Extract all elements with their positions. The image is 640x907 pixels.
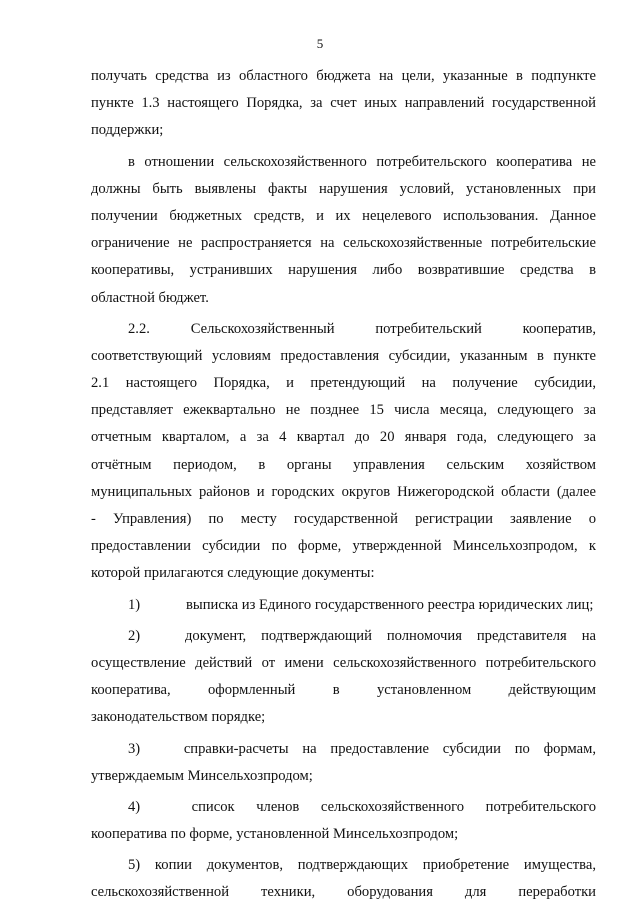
text-line: документ, подтверждающий полномочия представителя на <box>184 627 596 644</box>
list-item-2 <box>91 623 596 732</box>
text-line: отчётным периодом, в органы управления сельским хозяйством <box>91 456 596 473</box>
list-item-4 <box>91 794 596 848</box>
text-line: утверждаемым Минсельхозпродом; <box>91 767 313 784</box>
list-item-number: 2) <box>128 627 141 644</box>
text-line: копии документов, подтверждающих приобретение имущества, <box>154 857 596 874</box>
text-line: областной бюджет. <box>91 289 209 306</box>
text-line: предоставлении субсидии по форме, утвержденной Минсельхозпродом, к <box>91 538 596 555</box>
paragraph-2-2 <box>91 316 596 588</box>
list-item-3 <box>91 736 596 790</box>
text-line: список членов сельскохозяйственного потребительского <box>191 798 596 815</box>
text-line: получать средства из областного бюджета на цели, указанные в подпункте <box>91 68 596 84</box>
text-line: 2.2. Сельскохозяйственный потребительский кооператив, <box>128 320 596 337</box>
text-line: - Управления) по месту государственной регистрации заявление о <box>91 511 596 527</box>
list-item-number: 1) <box>128 596 141 613</box>
text-line: осуществление действий от имени сельскохозяйственного потребительского <box>91 654 596 671</box>
text-line: кооператива по форме, установленной Минсельхозпродом; <box>91 826 459 843</box>
text-line: соответствующий условиям предоставления субсидии, указанным в пункте <box>91 347 596 364</box>
text-line: ограничение не распространяется на сельскохозяйственные потребительские <box>91 235 596 252</box>
list-item-5 <box>91 852 596 906</box>
page-number: 5 <box>316 36 324 51</box>
list-item-1 <box>91 592 596 619</box>
paragraph-2 <box>91 149 596 312</box>
text-line: кооператива, оформленный в установленном действующим <box>91 682 596 699</box>
text-line: получении бюджетных средств, и их нецелевого использования. Данное <box>91 207 596 224</box>
text-line: которой прилагаются следующие документы: <box>91 565 375 582</box>
text-line: поддержки; <box>91 122 164 139</box>
text-line: законодательством порядке; <box>91 709 266 726</box>
text-line: должны быть выявлены факты нарушения условий, установленных при <box>91 180 596 197</box>
list-item-number: 4) <box>128 798 141 815</box>
text-line: представляет ежеквартально не позднее 15 числа месяца, следующего за <box>91 402 596 419</box>
list-item-number: 5) <box>128 857 141 874</box>
text-line: сельскохозяйственной техники, оборудования для переработки <box>91 884 596 901</box>
document-body <box>91 63 596 907</box>
text-line: муниципальных районов и городских округов Нижегородской области (далее <box>91 483 596 500</box>
list-item-number: 3) <box>128 740 141 757</box>
text-line: справки-расчеты на предоставление субсидии по формам, <box>183 740 596 757</box>
text-line: отчетным кварталом, а за 4 квартал до 20 января года, следующего за <box>91 429 596 446</box>
text-line: кооперативы, устранивших нарушения либо возвратившие средства в <box>91 262 596 279</box>
paragraph-1 <box>91 63 596 145</box>
text-line: в отношении сельскохозяйственного потребительского кооператива не <box>128 153 596 170</box>
text-line: пункте 1.3 настоящего Порядка, за счет иных направлений государственной <box>91 95 596 112</box>
text-line: 2.1 настоящего Порядка, и претендующий на получение субсидии, <box>91 375 596 392</box>
text-line: выписка из Единого государственного реестра юридических лиц; <box>186 596 594 613</box>
